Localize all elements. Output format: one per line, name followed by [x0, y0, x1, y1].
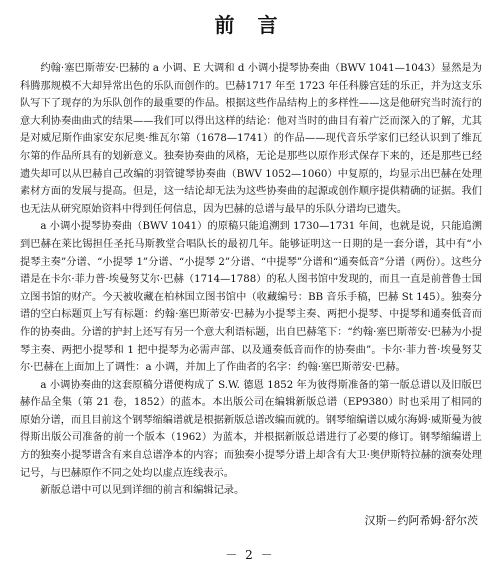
paragraph-1: 约翰·塞巴斯蒂安·巴赫的 a 小调、E 大调和 d 小调小提琴协奏曲（BWV 1041—1043）显然是为科腾那规模不大却异常出色的乐队而创作的。巴赫1717 年至 1723 年任科滕宫廷的乐正，并为这支乐队写下了现存的为乐队创作的最重要的作品。根据这些作品结构上的多样性——这是他研究当时流行的意大利协奏曲曲式的结果——我们可以得出这样的结论：他对当时的曲目有着广泛而深入的了解，尤其是对威尼斯作曲家安东尼奥·维瓦尔第（1678—1741）的作品——现代音乐学家们已经认识到了维瓦尔第的作品所具有的划新意义。独奏协奏曲的风格，无论是那些以原作形式保存下来的，还是那些已经遗失却可以从巴赫自己改编的羽管键琴协奏曲（BWV 1052—1060）中复原的，均显示出巴赫在处理素材方面的发展与提高。但是，这一结论却无法为这些协奏曲的起源或创作顺序提供精确的证据。我们也无法从研究原始资料中得到任何信息，因为巴赫的总谱与最早的乐队分谱均已遗失。 [20, 63, 482, 215]
paragraph-3: a 小调协奏曲的这套原稿分谱便构成了 S.W. 德恩 1852 年为彼得斯准备的第一版总谱以及旧版巴赫作品全集（第 21 卷，1852）的蓝本。本出版公司在编辑新版总谱（EP9380）时也采用了相同的原始分谱，而且目前这个钢琴缩编谱就是根据新版总谱改编而就的。钢琴缩编谱以威尔海姆·威斯曼为彼得斯出版公司准备的前一个版本（1962）为蓝本，并根据新版总谱进行了必要的修订。钢琴缩编谱上方的独奏小提琴谱含有来自总谱净本的内容；而独奏小提琴分谱上却含有大卫·奥伊斯特拉赫的演奏处理记号，与巴赫原作不同之处均以虚点连线表示。 [20, 379, 482, 479]
author-signature: 汉斯－约阿希姆·舒尔茨 [364, 514, 478, 527]
paragraph-2: a 小调小提琴协奏曲（BWV 1041）的原稿只能追溯到 1730—1731 年间，也就是说，只能追溯到巴赫在莱比锡担任圣托马斯教堂合唱队长的最初几年。能够证明这一日期的是一套分谱，其中有“小提琴主奏”分谱、“小提琴 1”分谱、“小提琴 2”分谱、“中提琴”分谱和“通奏低音”分谱（两份）。这些分谱是在卡尔·菲力普·埃曼努艾尔·巴赫（1714—1788）的私人图书馆中发现的，而且一直是前普鲁士国立图书馆的财产。今天被收藏在柏林国立图书馆中（收藏编号：BB 音乐手稿，巴赫 St 145）。独奏分谱的空白标题页上写有标题：约翰·塞巴斯蒂安·巴赫为小提琴主奏、两把小提琴、中提琴和通奏低音而作的协奏曲。分谱的护封上还写有另一个意大利语标题，出自巴赫笔下：“约翰·塞巴斯蒂安·巴赫为小提琴主奏、两把小提琴和 1 把中提琴为必需声部、以及通奏低音而作的协奏曲”。卡尔·菲力普·埃曼努艾尔·巴赫在上面加上了调性：a 小调，并加上了作曲者的名字：约翰·塞巴斯蒂安·巴赫。 [20, 221, 482, 374]
page-title: 前 言 [214, 13, 286, 37]
body-text [20, 60, 482, 500]
page-number: － 2 － [225, 548, 275, 562]
paragraph-4: 新版总谱中可以见到详细的前言和编辑记录。 [40, 485, 245, 497]
